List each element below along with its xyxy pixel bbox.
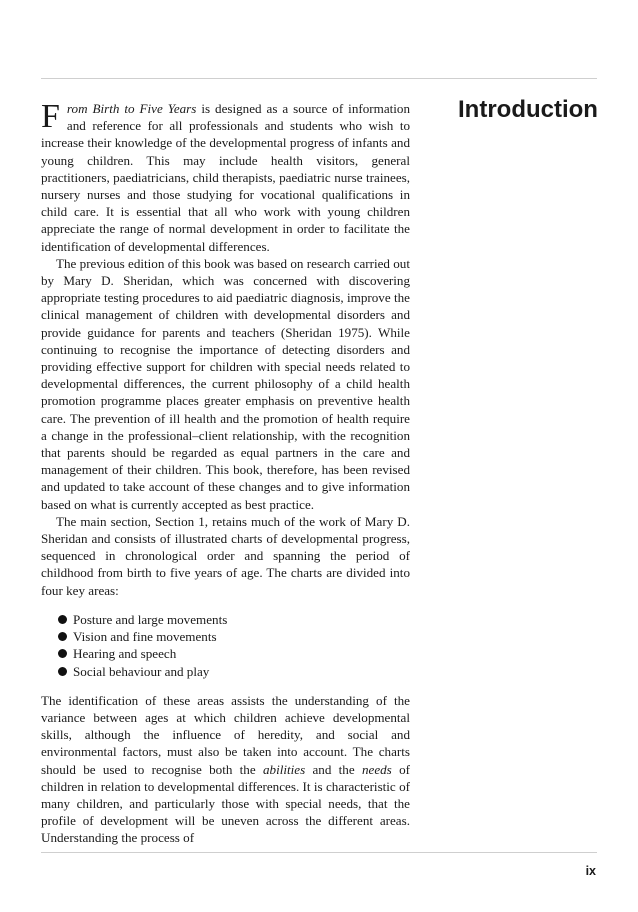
bullet-icon	[58, 649, 67, 658]
paragraph-1	[41, 100, 410, 255]
paragraph-4: The identification of these areas assists the understanding of the variance between ages at which children achieve developmental skills, although the influence of heredity, and social and environmental factors, must also be taken into account. The charts should be used to recognise both the abilities and the needs of children in relation to developmental differences. It is characteristic of many children, and particularly those with special needs, that the profile of development will be uneven across the different areas. Understanding the process of	[41, 692, 410, 846]
emphasis-abilities: abilities	[262, 761, 306, 777]
paragraph-3: The main section, Section 1, retains much of the work of Mary D. Sheridan and consists of illustrated charts of developmental progress, sequenced in chronological order and spanning the period of childhood from birth to five years of age. The charts are divided into four key areas:	[41, 513, 410, 598]
list-item: Social behaviour and play	[57, 663, 410, 680]
page-number: ix	[585, 864, 596, 878]
paragraph-1-text: is designed as a source of information and reference for all professionals and students who wish to increase their knowledge of the developmental progress of infants and young children. This may include health visitors, general practitioners, paediatricians, child therapists, paediatric nurse trainees, nursery nurses and those studying for vocational qualifications in child care. It is essential that all who work with young children appreciate the range of normal development in order to facilitate the identification of developmental differences.	[41, 101, 410, 254]
paragraph-2: The previous edition of this book was based on research carried out by Mary D. Sheridan, which was concerned with discovering appropriate testing procedures to aid paediatric diagnosis, improve the clinical management of children with developmental disorders and provide guidance for parents and teachers (Sheridan 1975). While continuing to recognise the importance of detecting disorders and providing effective support for children with special needs related to developmental differences, the current philosophy of a child health promotion programme places greater emphasis on preventive health care. The prevention of ill health and the promotion of health require a change in the professional–client relationship, with the recognition that parents should be regarded as equal partners in the care and management of their children. This book, therefore, has been revised and updated to take account of these changes and to give information based on what is currently accepted as best practice.	[41, 255, 410, 512]
bullet-icon	[58, 632, 67, 641]
key-areas-list	[57, 611, 410, 680]
page-heading: Introduction	[458, 96, 598, 123]
drop-cap: F	[41, 98, 60, 135]
bullet-icon	[58, 667, 67, 676]
list-item: Hearing and speech	[57, 645, 410, 662]
bullet-icon	[58, 615, 67, 624]
bottom-rule	[41, 852, 597, 853]
top-rule	[41, 78, 597, 79]
body-column	[41, 100, 410, 847]
list-item: Posture and large movements	[57, 611, 410, 628]
list-item: Vision and fine movements	[57, 628, 410, 645]
emphasis-needs: needs	[361, 761, 392, 777]
book-title: rom Birth to Five Years	[66, 101, 197, 116]
